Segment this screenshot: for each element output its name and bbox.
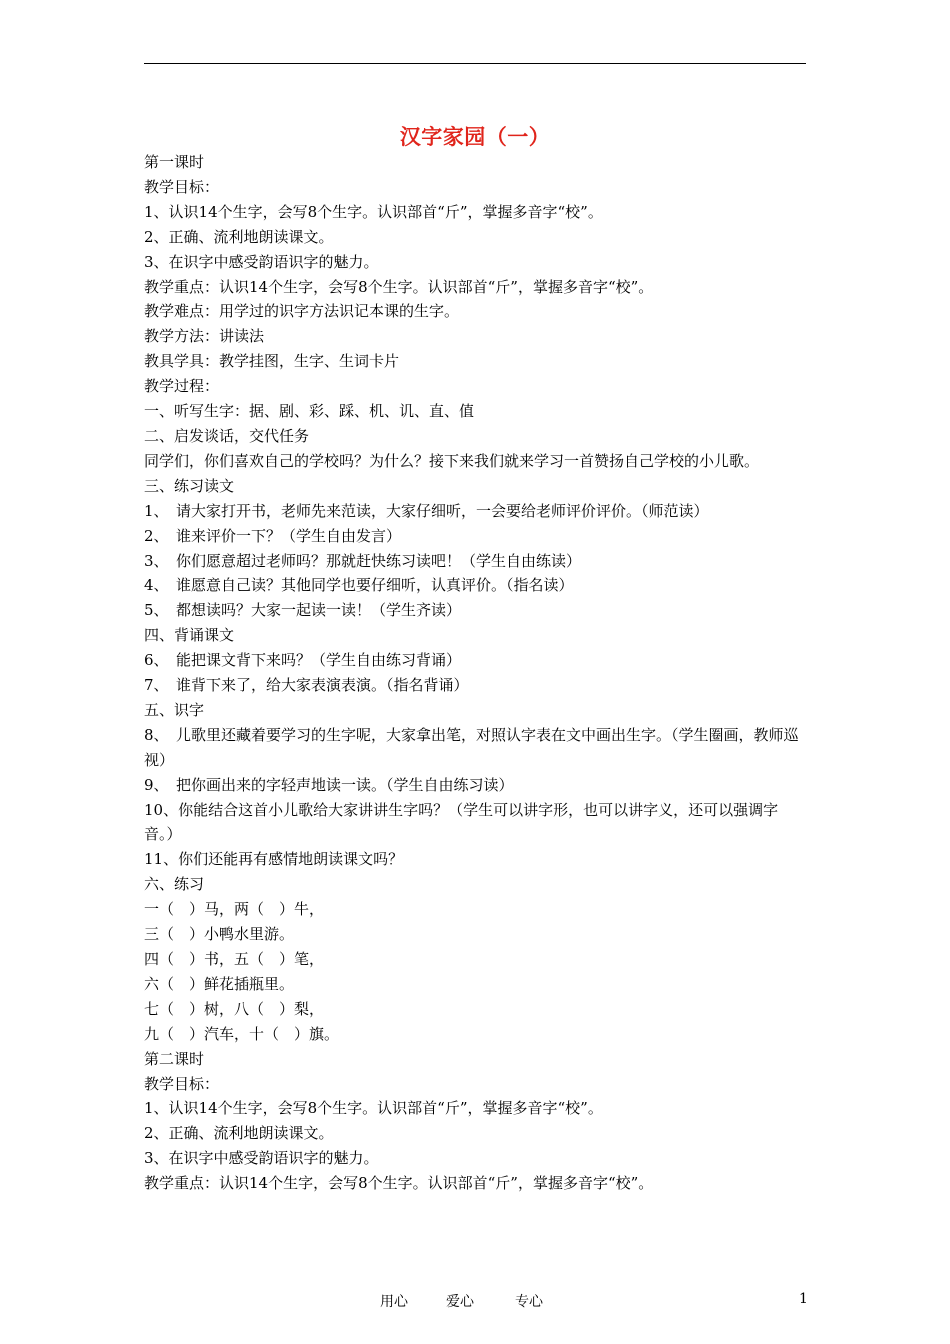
text-line: 同学们，你们喜欢自己的学校吗？为什么？接下来我们就来学习一首赞扬自己学校的小儿歌。 [144,451,760,470]
text-line: 3、在识字中感受韵语识字的魅力。 [144,252,379,271]
text-line: 2、正确、流利地朗读课文。 [144,1124,334,1143]
text-line: 3、 你们愿意超过老师吗？那就赶快练习读吧！（学生自由练读） [144,551,582,570]
text-line: 教学过程： [144,377,220,396]
text-line: 11、你们还能再有感情地朗读课文吗？ [144,850,404,869]
text-line: 教学目标： [144,177,220,196]
text-line: 六、练习 [144,875,205,894]
text-line: 教具学具：教学挂图，生字、生词卡片 [144,352,400,371]
text-line: 一（ ）马，两（ ）牛， [144,900,325,919]
text-line: 七（ ）树，八（ ）梨， [144,999,325,1018]
footer-text-middle: 爱心 [446,1294,474,1310]
document-title: 汉字家园（一） [399,124,551,149]
text-line: 四（ ）书，五（ ）笔， [144,950,325,968]
page-footer [0,1291,950,1313]
text-line: 6、 能把课文背下来吗？（学生自由练习背诵） [144,651,462,670]
text-line: 三、练习读文 [144,476,235,495]
text-line: 四、背诵课文 [144,626,235,645]
footer-text-right: 专心 [515,1294,543,1310]
page-number: 1 [799,1291,808,1307]
text-line: 教学难点：用学过的识字方法识记本课的生字。 [144,302,460,321]
text-line: 教学目标： [144,1074,220,1093]
text-line: 1、 请大家打开书，老师先来范读，大家仔细听，一会要给老师评价评价。（师范读） [144,501,709,520]
text-line: 2、正确、流利地朗读课文。 [144,227,334,246]
text-line: 10、你能结合这首小儿歌给大家讲讲生字吗？（学生可以讲字形，也可以讲字义，还可以强调字音。） [144,800,779,844]
text-line: 1、认识14个生字，会写8个生字。认识部首“斤”，掌握多音字“校”。 [144,202,603,221]
text-line: 2、 谁来评价一下？（学生自由发言） [144,526,402,545]
text-line: 九（ ）汽车，十（ ）旗。 [144,1024,340,1043]
text-line: 1、认识14个生字，会写8个生字。认识部首“斤”，掌握多音字“校”。 [144,1099,603,1118]
text-line: 二、启发谈话，交代任务 [144,426,310,445]
text-line: 8、 儿歌里还藏着要学习的生字呢，大家拿出笔，对照认字表在文中画出生字。（学生圈画，教师巡视） [144,725,799,769]
text-line: 5、 都想读吗？大家一起读一读！（学生齐读） [144,601,462,620]
text-line: 五、识字 [144,700,205,719]
text-line: 3、在识字中感受韵语识字的魅力。 [144,1149,379,1168]
text-line: 第一课时 [144,153,205,171]
text-line: 4、 谁愿意自己读？其他同学也要仔细听，认真评价。（指名读） [144,576,574,595]
document-body [144,150,808,1196]
text-line: 第二课时 [144,1049,205,1068]
header-rule [144,63,806,64]
text-line: 一、听写生字：据、剧、彩、踩、机、讥、直、值 [144,402,475,421]
text-line: 教学方法：讲读法 [144,327,265,346]
text-line: 9、 把你画出来的字轻声地读一读。（学生自由练习读） [144,775,514,794]
text-line: 教学重点：认识14个生字，会写8个生字。认识部首“斤”，掌握多音字“校”。 [144,1174,654,1193]
text-line: 7、 谁背下来了，给大家表演表演。（指名背诵） [144,676,469,695]
text-line: 六（ ）鲜花插瓶里。 [144,974,295,993]
text-line: 教学重点：认识14个生字，会写8个生字。认识部首“斤”，掌握多音字“校”。 [144,277,654,296]
text-line: 三（ ）小鸭水里游。 [144,925,295,944]
footer-text-left: 用心 [380,1294,408,1310]
